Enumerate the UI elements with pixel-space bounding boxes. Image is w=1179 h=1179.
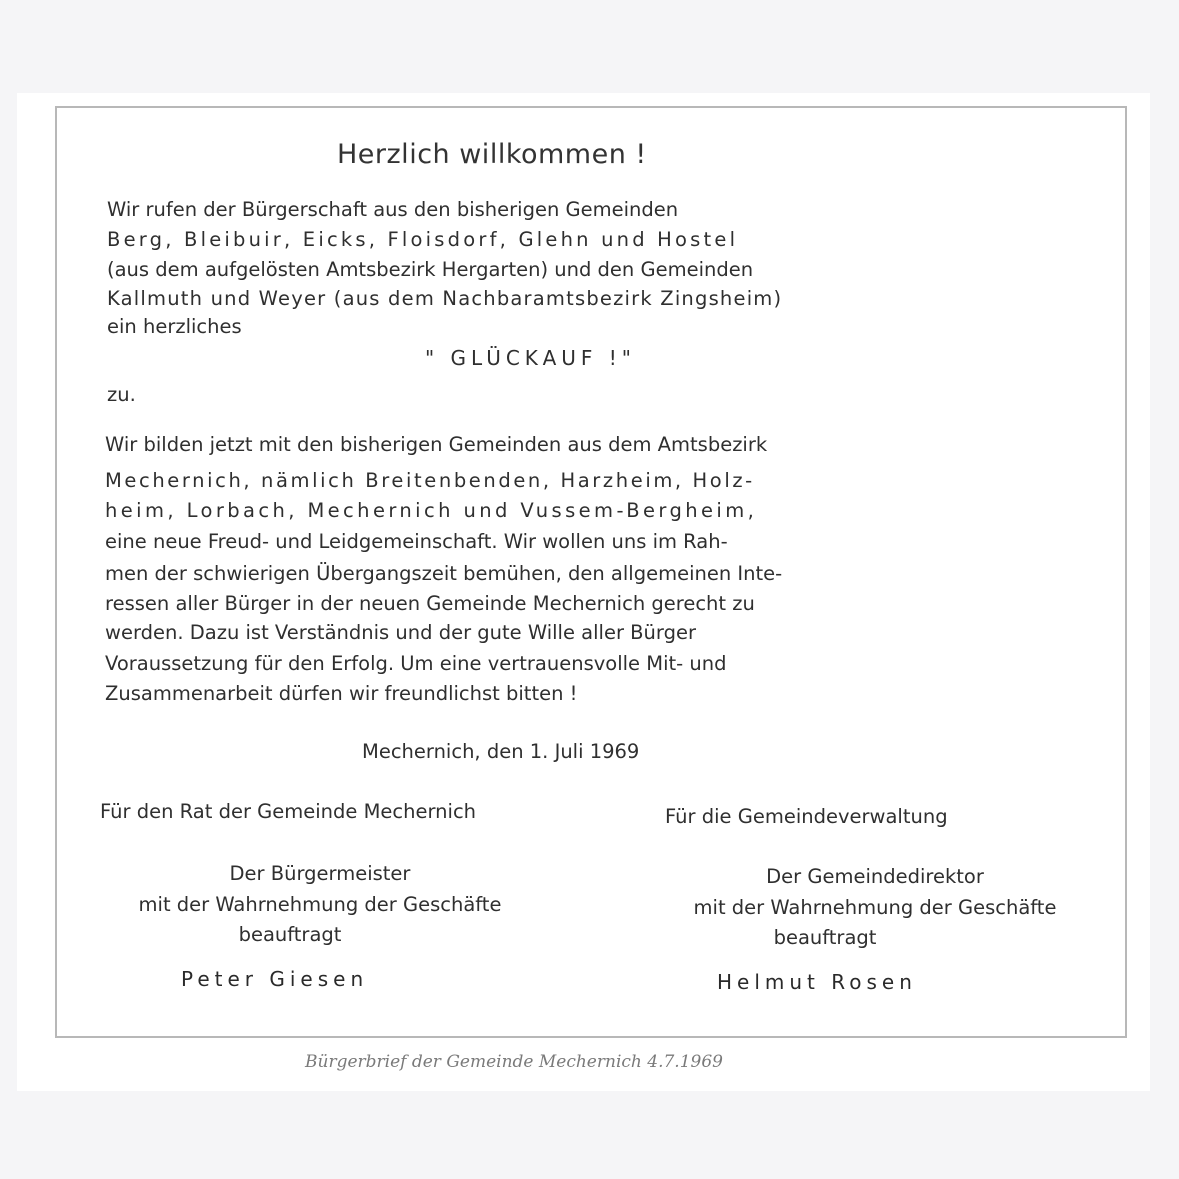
body-line: heim, Lorbach, Mechernich und Vussem-Bergheim,: [105, 499, 758, 522]
left-signature-heading: Für den Rat der Gemeinde Mechernich: [100, 800, 477, 823]
body-line: werden. Dazu ist Verständnis und der gute Wille aller Bürger: [105, 621, 696, 644]
body-line: men der schwierigen Übergangszeit bemühen, den allgemeinen Inte-: [105, 562, 783, 585]
left-signature-role: Der Bürgermeister: [229, 862, 411, 885]
left-signature-role-line3: beauftragt: [238, 923, 342, 946]
left-signature-name: Peter Giesen: [181, 967, 369, 991]
zu-line: zu.: [107, 383, 136, 406]
intro-line: ein herzliches: [107, 315, 242, 338]
place-date: Mechernich, den 1. Juli 1969: [362, 740, 640, 763]
letter-title: Herzlich willkommen !: [337, 139, 647, 170]
right-signature-name: Helmut Rosen: [717, 970, 917, 994]
right-signature-role-line2: mit der Wahrnehmung der Geschäfte: [693, 896, 1057, 919]
intro-line: Berg, Bleibuir, Eicks, Floisdorf, Glehn und Hostel: [107, 228, 739, 251]
right-signature-role-line3: beauftragt: [773, 926, 877, 949]
intro-line: Kallmuth und Weyer (aus dem Nachbaramtsbezirk Zingsheim): [107, 287, 783, 310]
greeting-glueckauf: " GLÜCKAUF !": [425, 346, 636, 370]
intro-line: Wir rufen der Bürgerschaft aus den bisherigen Gemeinden: [107, 198, 679, 221]
body-line: Wir bilden jetzt mit den bisherigen Gemeinden aus dem Amtsbezirk: [105, 433, 768, 456]
body-line: eine neue Freud- und Leidgemeinschaft. Wir wollen uns im Rah-: [105, 530, 728, 553]
left-signature-role-line2: mit der Wahrnehmung der Geschäfte: [138, 893, 502, 916]
body-line: Voraussetzung für den Erfolg. Um eine vertrauensvolle Mit- und: [105, 652, 727, 675]
body-line: ressen aller Bürger in der neuen Gemeinde Mechernich gerecht zu: [105, 592, 755, 615]
right-signature-heading: Für die Gemeindeverwaltung: [665, 805, 948, 828]
body-line: Mechernich, nämlich Breitenbenden, Harzheim, Holz-: [105, 469, 755, 492]
figure-caption: Bürgerbrief der Gemeinde Mechernich 4.7.1969: [305, 1052, 723, 1072]
intro-line: (aus dem aufgelösten Amtsbezirk Hergarten) und den Gemeinden: [107, 258, 754, 281]
right-signature-role: Der Gemeindedirektor: [766, 865, 984, 888]
body-line: Zusammenarbeit dürfen wir freundlichst bitten !: [105, 682, 578, 705]
